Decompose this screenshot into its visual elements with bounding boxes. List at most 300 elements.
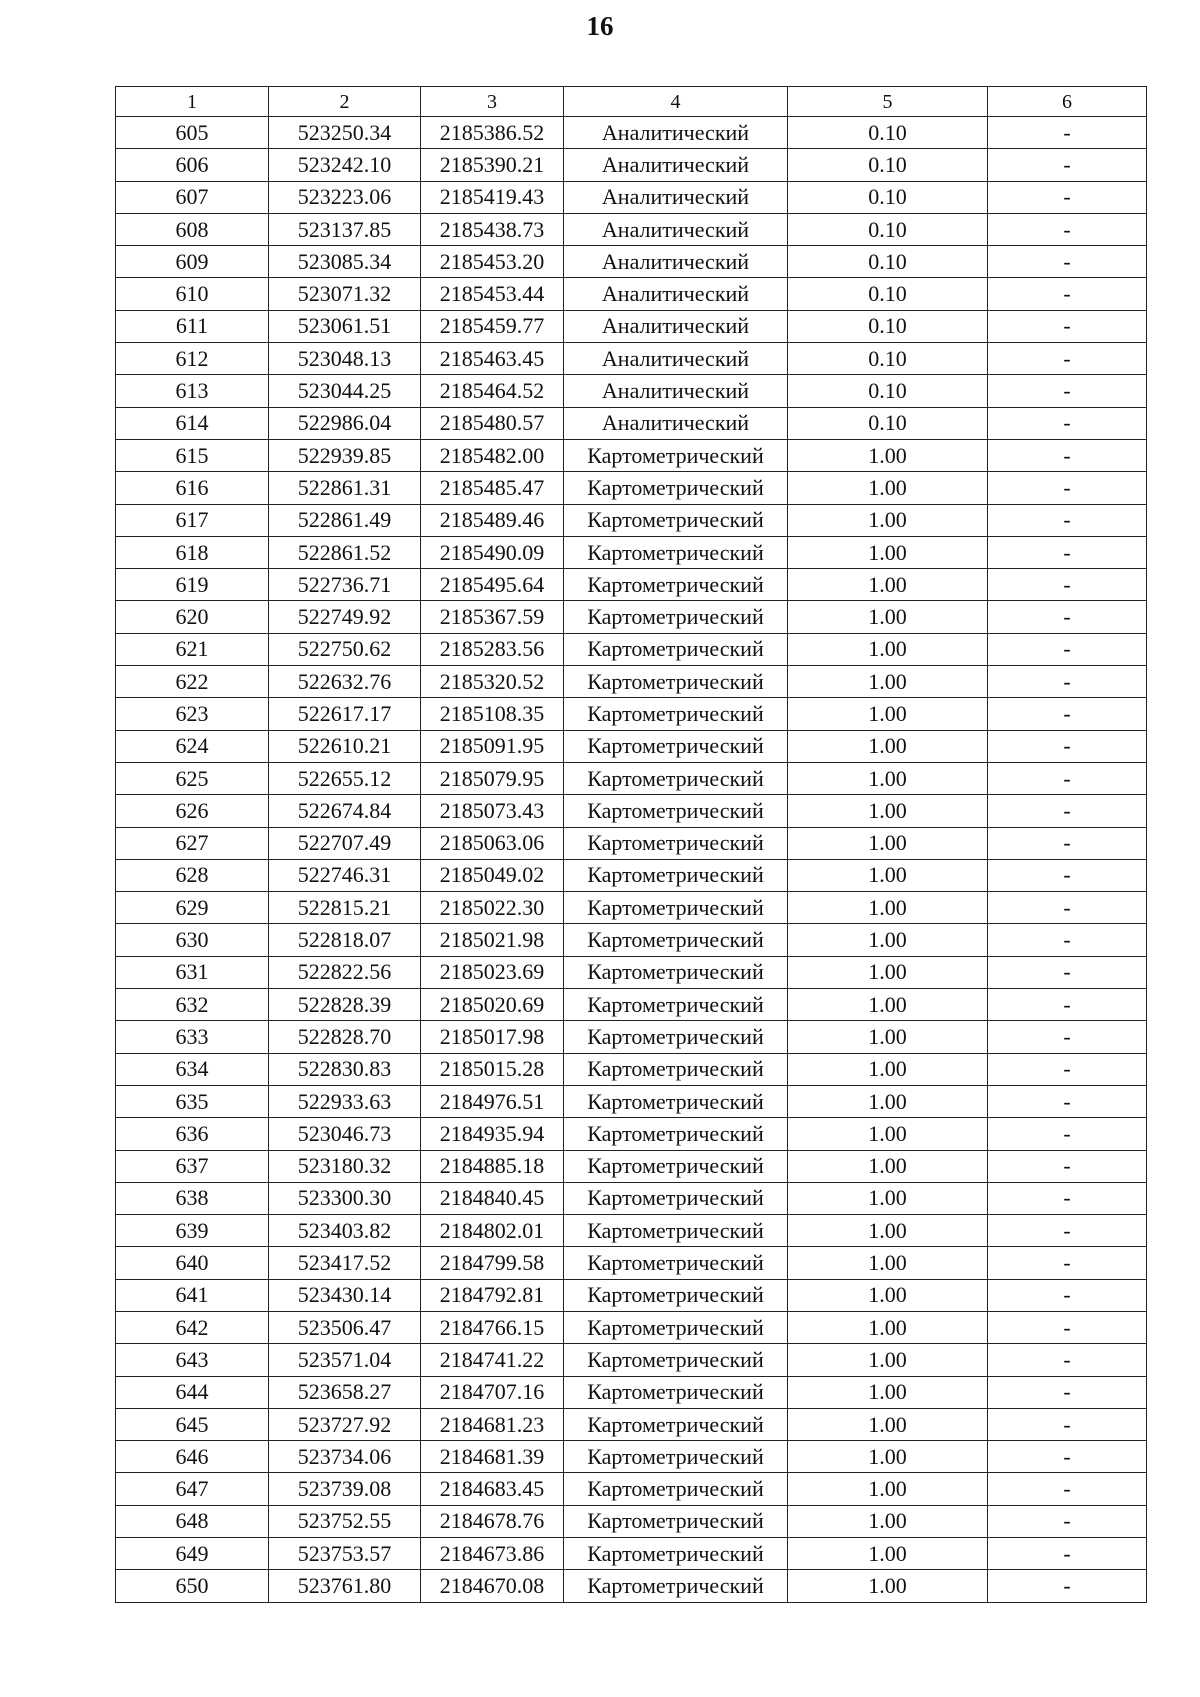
y-coordinate-cell: 2185367.59	[421, 601, 564, 633]
point-number-cell: 648	[116, 1505, 269, 1537]
note-cell: -	[988, 213, 1147, 245]
x-coordinate-cell: 522617.17	[269, 698, 421, 730]
accuracy-cell: 1.00	[788, 1505, 988, 1537]
note-cell: -	[988, 1118, 1147, 1150]
y-coordinate-cell: 2185453.20	[421, 246, 564, 278]
x-coordinate-cell: 523753.57	[269, 1538, 421, 1570]
y-coordinate-cell: 2185091.95	[421, 730, 564, 762]
method-cell: Картометрический	[564, 1344, 788, 1376]
y-coordinate-cell: 2185464.52	[421, 375, 564, 407]
accuracy-cell: 1.00	[788, 569, 988, 601]
method-cell: Картометрический	[564, 1053, 788, 1085]
method-cell: Картометрический	[564, 536, 788, 568]
accuracy-cell: 1.00	[788, 762, 988, 794]
accuracy-cell: 0.10	[788, 407, 988, 439]
point-number-cell: 630	[116, 924, 269, 956]
point-number-cell: 641	[116, 1279, 269, 1311]
x-coordinate-cell: 523430.14	[269, 1279, 421, 1311]
x-coordinate-cell: 523242.10	[269, 149, 421, 181]
note-cell: -	[988, 795, 1147, 827]
note-cell: -	[988, 1311, 1147, 1343]
accuracy-cell: 0.10	[788, 149, 988, 181]
x-coordinate-cell: 522655.12	[269, 762, 421, 794]
x-coordinate-cell: 523734.06	[269, 1441, 421, 1473]
table-row	[116, 601, 1147, 633]
note-cell: -	[988, 1473, 1147, 1505]
x-coordinate-cell: 522828.70	[269, 1021, 421, 1053]
accuracy-cell: 0.10	[788, 246, 988, 278]
point-number-cell: 618	[116, 536, 269, 568]
note-cell: -	[988, 892, 1147, 924]
accuracy-cell: 1.00	[788, 892, 988, 924]
note-cell: -	[988, 117, 1147, 149]
point-number-cell: 617	[116, 504, 269, 536]
point-number-cell: 637	[116, 1150, 269, 1182]
point-number-cell: 649	[116, 1538, 269, 1570]
method-cell: Картометрический	[564, 827, 788, 859]
method-cell: Аналитический	[564, 181, 788, 213]
method-cell: Картометрический	[564, 1441, 788, 1473]
note-cell: -	[988, 698, 1147, 730]
x-coordinate-cell: 523417.52	[269, 1247, 421, 1279]
point-number-cell: 606	[116, 149, 269, 181]
method-cell: Картометрический	[564, 1021, 788, 1053]
x-coordinate-cell: 523046.73	[269, 1118, 421, 1150]
point-number-cell: 628	[116, 859, 269, 891]
y-coordinate-cell: 2185495.64	[421, 569, 564, 601]
method-cell: Картометрический	[564, 1279, 788, 1311]
table-row	[116, 730, 1147, 762]
table-row	[116, 310, 1147, 342]
accuracy-cell: 1.00	[788, 989, 988, 1021]
x-coordinate-cell: 523761.80	[269, 1570, 421, 1602]
point-number-cell: 623	[116, 698, 269, 730]
point-number-cell: 646	[116, 1441, 269, 1473]
coordinates-table	[115, 86, 1147, 1603]
note-cell: -	[988, 504, 1147, 536]
point-number-cell: 631	[116, 956, 269, 988]
y-coordinate-cell: 2185022.30	[421, 892, 564, 924]
method-cell: Аналитический	[564, 278, 788, 310]
accuracy-cell: 1.00	[788, 1247, 988, 1279]
method-cell: Картометрический	[564, 989, 788, 1021]
note-cell: -	[988, 1344, 1147, 1376]
page-number: 16	[586, 11, 614, 41]
y-coordinate-cell: 2184976.51	[421, 1085, 564, 1117]
note-cell: -	[988, 1247, 1147, 1279]
accuracy-cell: 1.00	[788, 1021, 988, 1053]
accuracy-cell: 0.10	[788, 375, 988, 407]
note-cell: -	[988, 1279, 1147, 1311]
point-number-cell: 626	[116, 795, 269, 827]
note-cell: -	[988, 989, 1147, 1021]
x-coordinate-cell: 523300.30	[269, 1182, 421, 1214]
method-cell: Картометрический	[564, 795, 788, 827]
y-coordinate-cell: 2184670.08	[421, 1570, 564, 1602]
point-number-cell: 607	[116, 181, 269, 213]
accuracy-cell: 0.10	[788, 310, 988, 342]
note-cell: -	[988, 1182, 1147, 1214]
accuracy-cell: 1.00	[788, 1279, 988, 1311]
table-row	[116, 1053, 1147, 1085]
y-coordinate-cell: 2185073.43	[421, 795, 564, 827]
y-coordinate-cell: 2185020.69	[421, 989, 564, 1021]
x-coordinate-cell: 522828.39	[269, 989, 421, 1021]
accuracy-cell: 1.00	[788, 1408, 988, 1440]
note-cell: -	[988, 633, 1147, 665]
point-number-cell: 619	[116, 569, 269, 601]
table-row	[116, 1247, 1147, 1279]
x-coordinate-cell: 523658.27	[269, 1376, 421, 1408]
method-cell: Картометрический	[564, 1247, 788, 1279]
point-number-cell: 635	[116, 1085, 269, 1117]
accuracy-cell: 1.00	[788, 666, 988, 698]
point-number-cell: 650	[116, 1570, 269, 1602]
table-row	[116, 278, 1147, 310]
note-cell: -	[988, 859, 1147, 891]
method-cell: Картометрический	[564, 666, 788, 698]
y-coordinate-cell: 2185017.98	[421, 1021, 564, 1053]
note-cell: -	[988, 666, 1147, 698]
y-coordinate-cell: 2184766.15	[421, 1311, 564, 1343]
table-row	[116, 149, 1147, 181]
y-coordinate-cell: 2185079.95	[421, 762, 564, 794]
accuracy-cell: 1.00	[788, 1118, 988, 1150]
note-cell: -	[988, 246, 1147, 278]
x-coordinate-cell: 522746.31	[269, 859, 421, 891]
y-coordinate-cell: 2185463.45	[421, 343, 564, 375]
table-row	[116, 1505, 1147, 1537]
table-row	[116, 1376, 1147, 1408]
y-coordinate-cell: 2185490.09	[421, 536, 564, 568]
table-row	[116, 956, 1147, 988]
note-cell: -	[988, 1150, 1147, 1182]
header-cell-6: 6	[988, 87, 1147, 117]
point-number-cell: 609	[116, 246, 269, 278]
x-coordinate-cell: 523403.82	[269, 1215, 421, 1247]
y-coordinate-cell: 2185390.21	[421, 149, 564, 181]
point-number-cell: 638	[116, 1182, 269, 1214]
method-cell: Картометрический	[564, 730, 788, 762]
accuracy-cell: 1.00	[788, 472, 988, 504]
method-cell: Аналитический	[564, 343, 788, 375]
point-number-cell: 639	[116, 1215, 269, 1247]
x-coordinate-cell: 523048.13	[269, 343, 421, 375]
y-coordinate-cell: 2184741.22	[421, 1344, 564, 1376]
point-number-cell: 611	[116, 310, 269, 342]
note-cell: -	[988, 601, 1147, 633]
point-number-cell: 632	[116, 989, 269, 1021]
note-cell: -	[988, 1570, 1147, 1602]
accuracy-cell: 0.10	[788, 213, 988, 245]
method-cell: Картометрический	[564, 1118, 788, 1150]
point-number-cell: 629	[116, 892, 269, 924]
y-coordinate-cell: 2185480.57	[421, 407, 564, 439]
accuracy-cell: 1.00	[788, 504, 988, 536]
table-header-row	[116, 87, 1147, 117]
table-row	[116, 1085, 1147, 1117]
table-row	[116, 246, 1147, 278]
table-row	[116, 1215, 1147, 1247]
method-cell: Картометрический	[564, 633, 788, 665]
table-row	[116, 343, 1147, 375]
table-body	[116, 87, 1147, 1603]
x-coordinate-cell: 522674.84	[269, 795, 421, 827]
table-row	[116, 181, 1147, 213]
accuracy-cell: 0.10	[788, 278, 988, 310]
header-cell-4: 4	[564, 87, 788, 117]
note-cell: -	[988, 375, 1147, 407]
method-cell: Картометрический	[564, 504, 788, 536]
method-cell: Аналитический	[564, 375, 788, 407]
y-coordinate-cell: 2184792.81	[421, 1279, 564, 1311]
x-coordinate-cell: 522933.63	[269, 1085, 421, 1117]
x-coordinate-cell: 522707.49	[269, 827, 421, 859]
table-row	[116, 1441, 1147, 1473]
x-coordinate-cell: 522818.07	[269, 924, 421, 956]
table-row	[116, 407, 1147, 439]
x-coordinate-cell: 523044.25	[269, 375, 421, 407]
table-row	[116, 859, 1147, 891]
table-row	[116, 1021, 1147, 1053]
x-coordinate-cell: 522632.76	[269, 666, 421, 698]
accuracy-cell: 0.10	[788, 117, 988, 149]
accuracy-cell: 1.00	[788, 1150, 988, 1182]
accuracy-cell: 1.00	[788, 1538, 988, 1570]
method-cell: Картометрический	[564, 924, 788, 956]
method-cell: Картометрический	[564, 859, 788, 891]
table-row	[116, 1182, 1147, 1214]
table-row	[116, 1408, 1147, 1440]
accuracy-cell: 1.00	[788, 859, 988, 891]
accuracy-cell: 1.00	[788, 1182, 988, 1214]
method-cell: Картометрический	[564, 1473, 788, 1505]
point-number-cell: 605	[116, 117, 269, 149]
y-coordinate-cell: 2184885.18	[421, 1150, 564, 1182]
note-cell: -	[988, 1215, 1147, 1247]
method-cell: Аналитический	[564, 213, 788, 245]
note-cell: -	[988, 1053, 1147, 1085]
header-cell-3: 3	[421, 87, 564, 117]
x-coordinate-cell: 523506.47	[269, 1311, 421, 1343]
accuracy-cell: 1.00	[788, 1376, 988, 1408]
table-row	[116, 375, 1147, 407]
note-cell: -	[988, 924, 1147, 956]
table-row	[116, 1473, 1147, 1505]
y-coordinate-cell: 2185485.47	[421, 472, 564, 504]
table-row	[116, 892, 1147, 924]
table-row	[116, 1538, 1147, 1570]
point-number-cell: 610	[116, 278, 269, 310]
method-cell: Картометрический	[564, 601, 788, 633]
note-cell: -	[988, 730, 1147, 762]
table-row	[116, 536, 1147, 568]
note-cell: -	[988, 827, 1147, 859]
x-coordinate-cell: 523180.32	[269, 1150, 421, 1182]
note-cell: -	[988, 149, 1147, 181]
y-coordinate-cell: 2184707.16	[421, 1376, 564, 1408]
table-row	[116, 633, 1147, 665]
accuracy-cell: 0.10	[788, 181, 988, 213]
x-coordinate-cell: 523071.32	[269, 278, 421, 310]
point-number-cell: 624	[116, 730, 269, 762]
point-number-cell: 640	[116, 1247, 269, 1279]
method-cell: Картометрический	[564, 1085, 788, 1117]
accuracy-cell: 1.00	[788, 730, 988, 762]
y-coordinate-cell: 2184935.94	[421, 1118, 564, 1150]
note-cell: -	[988, 762, 1147, 794]
method-cell: Аналитический	[564, 117, 788, 149]
y-coordinate-cell: 2185021.98	[421, 924, 564, 956]
note-cell: -	[988, 407, 1147, 439]
note-cell: -	[988, 439, 1147, 471]
x-coordinate-cell: 522861.49	[269, 504, 421, 536]
accuracy-cell: 1.00	[788, 439, 988, 471]
method-cell: Аналитический	[564, 310, 788, 342]
method-cell: Картометрический	[564, 762, 788, 794]
method-cell: Картометрический	[564, 472, 788, 504]
x-coordinate-cell: 523137.85	[269, 213, 421, 245]
y-coordinate-cell: 2185049.02	[421, 859, 564, 891]
note-cell: -	[988, 1085, 1147, 1117]
point-number-cell: 615	[116, 439, 269, 471]
x-coordinate-cell: 523727.92	[269, 1408, 421, 1440]
y-coordinate-cell: 2185015.28	[421, 1053, 564, 1085]
table-row	[116, 1344, 1147, 1376]
note-cell: -	[988, 181, 1147, 213]
y-coordinate-cell: 2185063.06	[421, 827, 564, 859]
note-cell: -	[988, 343, 1147, 375]
accuracy-cell: 1.00	[788, 1053, 988, 1085]
accuracy-cell: 1.00	[788, 1215, 988, 1247]
x-coordinate-cell: 522610.21	[269, 730, 421, 762]
y-coordinate-cell: 2184683.45	[421, 1473, 564, 1505]
header-cell-2: 2	[269, 87, 421, 117]
method-cell: Картометрический	[564, 892, 788, 924]
note-cell: -	[988, 1376, 1147, 1408]
accuracy-cell: 1.00	[788, 795, 988, 827]
point-number-cell: 612	[116, 343, 269, 375]
method-cell: Картометрический	[564, 1376, 788, 1408]
y-coordinate-cell: 2184681.23	[421, 1408, 564, 1440]
table-row	[116, 1311, 1147, 1343]
y-coordinate-cell: 2184681.39	[421, 1441, 564, 1473]
table-row	[116, 924, 1147, 956]
method-cell: Аналитический	[564, 246, 788, 278]
method-cell: Картометрический	[564, 1408, 788, 1440]
method-cell: Картометрический	[564, 1182, 788, 1214]
point-number-cell: 627	[116, 827, 269, 859]
table-row	[116, 989, 1147, 1021]
x-coordinate-cell: 522830.83	[269, 1053, 421, 1085]
y-coordinate-cell: 2184678.76	[421, 1505, 564, 1537]
point-number-cell: 633	[116, 1021, 269, 1053]
point-number-cell: 616	[116, 472, 269, 504]
y-coordinate-cell: 2185320.52	[421, 666, 564, 698]
table-row	[116, 439, 1147, 471]
point-number-cell: 608	[116, 213, 269, 245]
x-coordinate-cell: 522736.71	[269, 569, 421, 601]
y-coordinate-cell: 2185489.46	[421, 504, 564, 536]
note-cell: -	[988, 310, 1147, 342]
note-cell: -	[988, 472, 1147, 504]
y-coordinate-cell: 2184802.01	[421, 1215, 564, 1247]
y-coordinate-cell: 2185482.00	[421, 439, 564, 471]
point-number-cell: 634	[116, 1053, 269, 1085]
table-row	[116, 666, 1147, 698]
y-coordinate-cell: 2185419.43	[421, 181, 564, 213]
table-row	[116, 472, 1147, 504]
method-cell: Аналитический	[564, 149, 788, 181]
header-cell-1: 1	[116, 87, 269, 117]
note-cell: -	[988, 1408, 1147, 1440]
method-cell: Картометрический	[564, 1150, 788, 1182]
table-row	[116, 569, 1147, 601]
x-coordinate-cell: 522815.21	[269, 892, 421, 924]
note-cell: -	[988, 1021, 1147, 1053]
point-number-cell: 625	[116, 762, 269, 794]
x-coordinate-cell: 522822.56	[269, 956, 421, 988]
note-cell: -	[988, 1441, 1147, 1473]
header-cell-5: 5	[788, 87, 988, 117]
point-number-cell: 647	[116, 1473, 269, 1505]
method-cell: Картометрический	[564, 1570, 788, 1602]
method-cell: Картометрический	[564, 1215, 788, 1247]
accuracy-cell: 1.00	[788, 1441, 988, 1473]
note-cell: -	[988, 956, 1147, 988]
note-cell: -	[988, 569, 1147, 601]
point-number-cell: 614	[116, 407, 269, 439]
note-cell: -	[988, 1505, 1147, 1537]
point-number-cell: 644	[116, 1376, 269, 1408]
table-row	[116, 827, 1147, 859]
table-row	[116, 795, 1147, 827]
method-cell: Картометрический	[564, 569, 788, 601]
accuracy-cell: 0.10	[788, 343, 988, 375]
table-row	[116, 698, 1147, 730]
method-cell: Картометрический	[564, 1311, 788, 1343]
accuracy-cell: 1.00	[788, 536, 988, 568]
method-cell: Картометрический	[564, 1505, 788, 1537]
x-coordinate-cell: 523250.34	[269, 117, 421, 149]
method-cell: Картометрический	[564, 698, 788, 730]
table-row	[116, 213, 1147, 245]
note-cell: -	[988, 278, 1147, 310]
accuracy-cell: 1.00	[788, 924, 988, 956]
accuracy-cell: 1.00	[788, 956, 988, 988]
method-cell: Аналитический	[564, 407, 788, 439]
table-row	[116, 1570, 1147, 1602]
x-coordinate-cell: 523571.04	[269, 1344, 421, 1376]
table-row	[116, 762, 1147, 794]
y-coordinate-cell: 2185438.73	[421, 213, 564, 245]
point-number-cell: 620	[116, 601, 269, 633]
point-number-cell: 613	[116, 375, 269, 407]
accuracy-cell: 1.00	[788, 1570, 988, 1602]
x-coordinate-cell: 522861.31	[269, 472, 421, 504]
x-coordinate-cell: 522749.92	[269, 601, 421, 633]
accuracy-cell: 1.00	[788, 1311, 988, 1343]
point-number-cell: 643	[116, 1344, 269, 1376]
x-coordinate-cell: 523739.08	[269, 1473, 421, 1505]
note-cell: -	[988, 1538, 1147, 1570]
x-coordinate-cell: 523752.55	[269, 1505, 421, 1537]
point-number-cell: 642	[116, 1311, 269, 1343]
y-coordinate-cell: 2185108.35	[421, 698, 564, 730]
method-cell: Картометрический	[564, 956, 788, 988]
y-coordinate-cell: 2184799.58	[421, 1247, 564, 1279]
point-number-cell: 621	[116, 633, 269, 665]
